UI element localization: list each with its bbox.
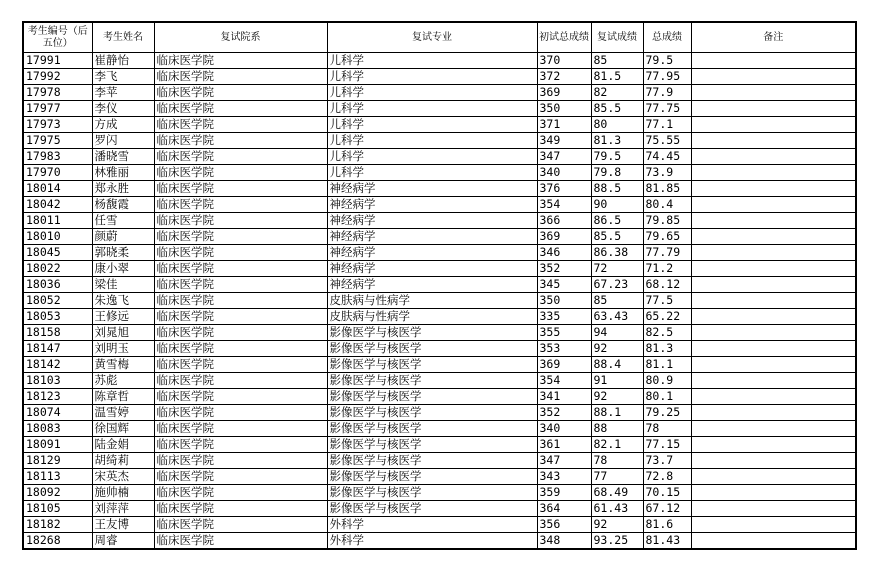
cell-id: 18091 [23,437,92,453]
table-row [23,357,856,373]
cell-id: 18052 [23,293,92,309]
cell-name: 陈章哲 [92,389,154,405]
cell-total-score: 81.3 [643,341,691,357]
cell-dept: 临床医学院 [154,229,327,245]
cell-initial-score: 341 [537,389,591,405]
cell-name: 刘晁旭 [92,325,154,341]
cell-total-score: 80.1 [643,389,691,405]
cell-major: 儿科学 [327,69,537,85]
table-body [23,53,856,550]
cell-dept: 临床医学院 [154,261,327,277]
cell-name: 刘明玉 [92,341,154,357]
cell-dept: 临床医学院 [154,213,327,229]
cell-note [691,357,856,373]
table-row [23,245,856,261]
cell-note [691,389,856,405]
cell-major: 神经病学 [327,213,537,229]
cell-id: 18158 [23,325,92,341]
cell-retest-score: 88.1 [591,405,643,421]
cell-major: 影像医学与核医学 [327,501,537,517]
cell-total-score: 77.9 [643,85,691,101]
cell-major: 儿科学 [327,133,537,149]
cell-retest-score: 86.5 [591,213,643,229]
cell-id: 17992 [23,69,92,85]
cell-retest-score: 85 [591,53,643,69]
cell-major: 神经病学 [327,261,537,277]
cell-dept: 临床医学院 [154,341,327,357]
cell-retest-score: 81.3 [591,133,643,149]
cell-total-score: 70.15 [643,485,691,501]
cell-name: 崔静怡 [92,53,154,69]
cell-retest-score: 79.5 [591,149,643,165]
cell-major: 影像医学与核医学 [327,421,537,437]
cell-note [691,117,856,133]
cell-major: 影像医学与核医学 [327,405,537,421]
cell-retest-score: 72 [591,261,643,277]
cell-total-score: 65.22 [643,309,691,325]
cell-id: 18010 [23,229,92,245]
cell-id: 18129 [23,453,92,469]
table-row [23,181,856,197]
cell-dept: 临床医学院 [154,453,327,469]
cell-name: 李飞 [92,69,154,85]
cell-initial-score: 349 [537,133,591,149]
cell-retest-score: 85.5 [591,101,643,117]
cell-name: 王友博 [92,517,154,533]
cell-dept: 临床医学院 [154,389,327,405]
cell-major: 儿科学 [327,165,537,181]
cell-dept: 临床医学院 [154,293,327,309]
header-id: 考生编号（后五位） [23,22,92,53]
cell-id: 18045 [23,245,92,261]
cell-id: 17973 [23,117,92,133]
cell-name: 任雪 [92,213,154,229]
cell-dept: 临床医学院 [154,485,327,501]
cell-dept: 临床医学院 [154,277,327,293]
cell-major: 影像医学与核医学 [327,469,537,485]
cell-name: 温雪婷 [92,405,154,421]
cell-dept: 临床医学院 [154,421,327,437]
cell-retest-score: 78 [591,453,643,469]
table-row [23,533,856,550]
cell-dept: 临床医学院 [154,85,327,101]
cell-major: 儿科学 [327,53,537,69]
table-row [23,309,856,325]
cell-name: 朱逸飞 [92,293,154,309]
cell-id: 18036 [23,277,92,293]
header-retest-score: 复试成绩 [591,22,643,53]
cell-initial-score: 369 [537,357,591,373]
cell-total-score: 74.45 [643,149,691,165]
cell-name: 郭晓柔 [92,245,154,261]
cell-initial-score: 352 [537,261,591,277]
cell-retest-score: 82 [591,85,643,101]
cell-total-score: 78 [643,421,691,437]
cell-name: 郑永胜 [92,181,154,197]
cell-major: 外科学 [327,517,537,533]
cell-note [691,293,856,309]
cell-total-score: 79.65 [643,229,691,245]
cell-dept: 临床医学院 [154,357,327,373]
cell-retest-score: 94 [591,325,643,341]
cell-dept: 临床医学院 [154,501,327,517]
table-row [23,437,856,453]
table-row [23,501,856,517]
cell-note [691,421,856,437]
table-row [23,373,856,389]
cell-retest-score: 85 [591,293,643,309]
cell-id: 18268 [23,533,92,550]
cell-name: 颜蔚 [92,229,154,245]
cell-note [691,325,856,341]
cell-note [691,517,856,533]
cell-retest-score: 61.43 [591,501,643,517]
cell-retest-score: 79.8 [591,165,643,181]
cell-initial-score: 371 [537,117,591,133]
table-row [23,341,856,357]
cell-initial-score: 340 [537,421,591,437]
cell-total-score: 67.12 [643,501,691,517]
cell-name: 方成 [92,117,154,133]
cell-total-score: 77.1 [643,117,691,133]
cell-id: 18014 [23,181,92,197]
cell-dept: 临床医学院 [154,469,327,485]
cell-initial-score: 369 [537,229,591,245]
cell-retest-score: 68.49 [591,485,643,501]
table-row [23,453,856,469]
cell-retest-score: 86.38 [591,245,643,261]
cell-major: 神经病学 [327,245,537,261]
cell-note [691,213,856,229]
cell-note [691,149,856,165]
cell-name: 施帅楠 [92,485,154,501]
cell-note [691,69,856,85]
cell-initial-score: 370 [537,53,591,69]
cell-retest-score: 93.25 [591,533,643,550]
cell-retest-score: 81.5 [591,69,643,85]
cell-note [691,309,856,325]
cell-total-score: 75.55 [643,133,691,149]
cell-dept: 临床医学院 [154,309,327,325]
cell-note [691,405,856,421]
cell-note [691,181,856,197]
cell-major: 影像医学与核医学 [327,389,537,405]
cell-note [691,165,856,181]
cell-major: 影像医学与核医学 [327,325,537,341]
cell-id: 18022 [23,261,92,277]
cell-note [691,277,856,293]
cell-dept: 临床医学院 [154,437,327,453]
cell-major: 皮肤病与性病学 [327,309,537,325]
cell-initial-score: 356 [537,517,591,533]
table-row [23,69,856,85]
cell-dept: 临床医学院 [154,117,327,133]
cell-dept: 临床医学院 [154,197,327,213]
cell-initial-score: 347 [537,453,591,469]
score-sheet [22,21,855,550]
cell-id: 18053 [23,309,92,325]
cell-dept: 临床医学院 [154,101,327,117]
cell-note [691,533,856,550]
table-row [23,85,856,101]
table-row [23,133,856,149]
score-table [22,21,857,550]
table-row [23,149,856,165]
table-row [23,469,856,485]
cell-major: 影像医学与核医学 [327,357,537,373]
cell-retest-score: 92 [591,389,643,405]
cell-note [691,485,856,501]
cell-note [691,133,856,149]
table-row [23,405,856,421]
cell-dept: 临床医学院 [154,517,327,533]
cell-total-score: 72.8 [643,469,691,485]
cell-initial-score: 355 [537,325,591,341]
cell-id: 17983 [23,149,92,165]
cell-name: 梁佳 [92,277,154,293]
table-row [23,213,856,229]
cell-total-score: 73.9 [643,165,691,181]
table-row [23,389,856,405]
cell-name: 苏彪 [92,373,154,389]
cell-total-score: 77.95 [643,69,691,85]
cell-initial-score: 350 [537,293,591,309]
cell-total-score: 79.25 [643,405,691,421]
cell-dept: 临床医学院 [154,533,327,550]
cell-initial-score: 354 [537,373,591,389]
cell-id: 17991 [23,53,92,69]
cell-initial-score: 348 [537,533,591,550]
cell-initial-score: 340 [537,165,591,181]
cell-total-score: 79.85 [643,213,691,229]
cell-initial-score: 345 [537,277,591,293]
cell-name: 康小翠 [92,261,154,277]
cell-dept: 临床医学院 [154,245,327,261]
cell-total-score: 81.6 [643,517,691,533]
cell-name: 刘萍萍 [92,501,154,517]
cell-total-score: 77.75 [643,101,691,117]
cell-id: 18083 [23,421,92,437]
cell-note [691,341,856,357]
header-dept: 复试院系 [154,22,327,53]
header-major: 复试专业 [327,22,537,53]
table-row [23,261,856,277]
cell-note [691,229,856,245]
cell-name: 黄雪梅 [92,357,154,373]
cell-id: 18105 [23,501,92,517]
cell-retest-score: 82.1 [591,437,643,453]
table-row [23,277,856,293]
cell-id: 18011 [23,213,92,229]
header-initial-score: 初试总成绩 [537,22,591,53]
cell-total-score: 77.15 [643,437,691,453]
cell-id: 17975 [23,133,92,149]
cell-initial-score: 359 [537,485,591,501]
cell-note [691,437,856,453]
cell-retest-score: 77 [591,469,643,485]
cell-initial-score: 353 [537,341,591,357]
cell-name: 罗闪 [92,133,154,149]
cell-major: 神经病学 [327,181,537,197]
cell-id: 17978 [23,85,92,101]
cell-initial-score: 364 [537,501,591,517]
cell-note [691,373,856,389]
cell-note [691,53,856,69]
cell-id: 18103 [23,373,92,389]
cell-name: 王修远 [92,309,154,325]
cell-major: 影像医学与核医学 [327,341,537,357]
cell-retest-score: 85.5 [591,229,643,245]
cell-total-score: 80.4 [643,197,691,213]
cell-major: 神经病学 [327,229,537,245]
cell-dept: 临床医学院 [154,325,327,341]
cell-major: 儿科学 [327,101,537,117]
cell-dept: 临床医学院 [154,373,327,389]
cell-major: 儿科学 [327,117,537,133]
cell-note [691,469,856,485]
cell-dept: 临床医学院 [154,405,327,421]
cell-retest-score: 92 [591,517,643,533]
cell-retest-score: 88.5 [591,181,643,197]
cell-note [691,85,856,101]
cell-id: 18147 [23,341,92,357]
cell-retest-score: 80 [591,117,643,133]
cell-major: 影像医学与核医学 [327,373,537,389]
cell-initial-score: 354 [537,197,591,213]
cell-initial-score: 369 [537,85,591,101]
table-row [23,325,856,341]
table-row [23,101,856,117]
cell-initial-score: 343 [537,469,591,485]
cell-initial-score: 376 [537,181,591,197]
cell-name: 陆金娟 [92,437,154,453]
cell-id: 18113 [23,469,92,485]
table-row [23,293,856,309]
cell-major: 影像医学与核医学 [327,437,537,453]
table-row [23,485,856,501]
cell-total-score: 81.85 [643,181,691,197]
cell-total-score: 77.5 [643,293,691,309]
cell-retest-score: 67.23 [591,277,643,293]
cell-total-score: 77.79 [643,245,691,261]
cell-name: 李仪 [92,101,154,117]
cell-major: 神经病学 [327,197,537,213]
cell-note [691,261,856,277]
cell-id: 18042 [23,197,92,213]
table-row [23,117,856,133]
cell-retest-score: 92 [591,341,643,357]
cell-initial-score: 347 [537,149,591,165]
table-row [23,421,856,437]
table-row [23,197,856,213]
header-note: 备注 [691,22,856,53]
cell-initial-score: 366 [537,213,591,229]
cell-id: 18074 [23,405,92,421]
cell-major: 影像医学与核医学 [327,485,537,501]
cell-name: 杨馥霞 [92,197,154,213]
cell-id: 18092 [23,485,92,501]
cell-id: 17970 [23,165,92,181]
cell-initial-score: 372 [537,69,591,85]
cell-major: 皮肤病与性病学 [327,293,537,309]
cell-total-score: 82.5 [643,325,691,341]
cell-total-score: 68.12 [643,277,691,293]
cell-retest-score: 88.4 [591,357,643,373]
cell-note [691,501,856,517]
cell-id: 18182 [23,517,92,533]
cell-total-score: 81.1 [643,357,691,373]
cell-total-score: 80.9 [643,373,691,389]
cell-major: 外科学 [327,533,537,550]
cell-dept: 临床医学院 [154,165,327,181]
cell-dept: 临床医学院 [154,181,327,197]
cell-dept: 临床医学院 [154,133,327,149]
cell-major: 儿科学 [327,85,537,101]
cell-name: 宋英杰 [92,469,154,485]
cell-major: 儿科学 [327,149,537,165]
cell-retest-score: 90 [591,197,643,213]
cell-id: 17977 [23,101,92,117]
cell-dept: 临床医学院 [154,69,327,85]
cell-retest-score: 91 [591,373,643,389]
header-name: 考生姓名 [92,22,154,53]
cell-major: 影像医学与核医学 [327,453,537,469]
cell-initial-score: 346 [537,245,591,261]
header-row [23,22,856,53]
cell-name: 胡绮莉 [92,453,154,469]
cell-note [691,101,856,117]
cell-major: 神经病学 [327,277,537,293]
cell-dept: 临床医学院 [154,149,327,165]
cell-initial-score: 361 [537,437,591,453]
cell-total-score: 73.7 [643,453,691,469]
cell-name: 林雅丽 [92,165,154,181]
cell-initial-score: 350 [537,101,591,117]
cell-retest-score: 63.43 [591,309,643,325]
cell-name: 周睿 [92,533,154,550]
cell-total-score: 79.5 [643,53,691,69]
cell-note [691,453,856,469]
cell-dept: 临床医学院 [154,53,327,69]
cell-total-score: 81.43 [643,533,691,550]
table-row [23,165,856,181]
table-row [23,517,856,533]
cell-initial-score: 352 [537,405,591,421]
header-total-score: 总成绩 [643,22,691,53]
cell-total-score: 71.2 [643,261,691,277]
cell-retest-score: 88 [591,421,643,437]
cell-initial-score: 335 [537,309,591,325]
cell-note [691,197,856,213]
cell-name: 李苹 [92,85,154,101]
cell-name: 潘晓雪 [92,149,154,165]
cell-id: 18142 [23,357,92,373]
cell-note [691,245,856,261]
cell-id: 18123 [23,389,92,405]
table-row [23,229,856,245]
cell-name: 徐国辉 [92,421,154,437]
table-row [23,53,856,69]
